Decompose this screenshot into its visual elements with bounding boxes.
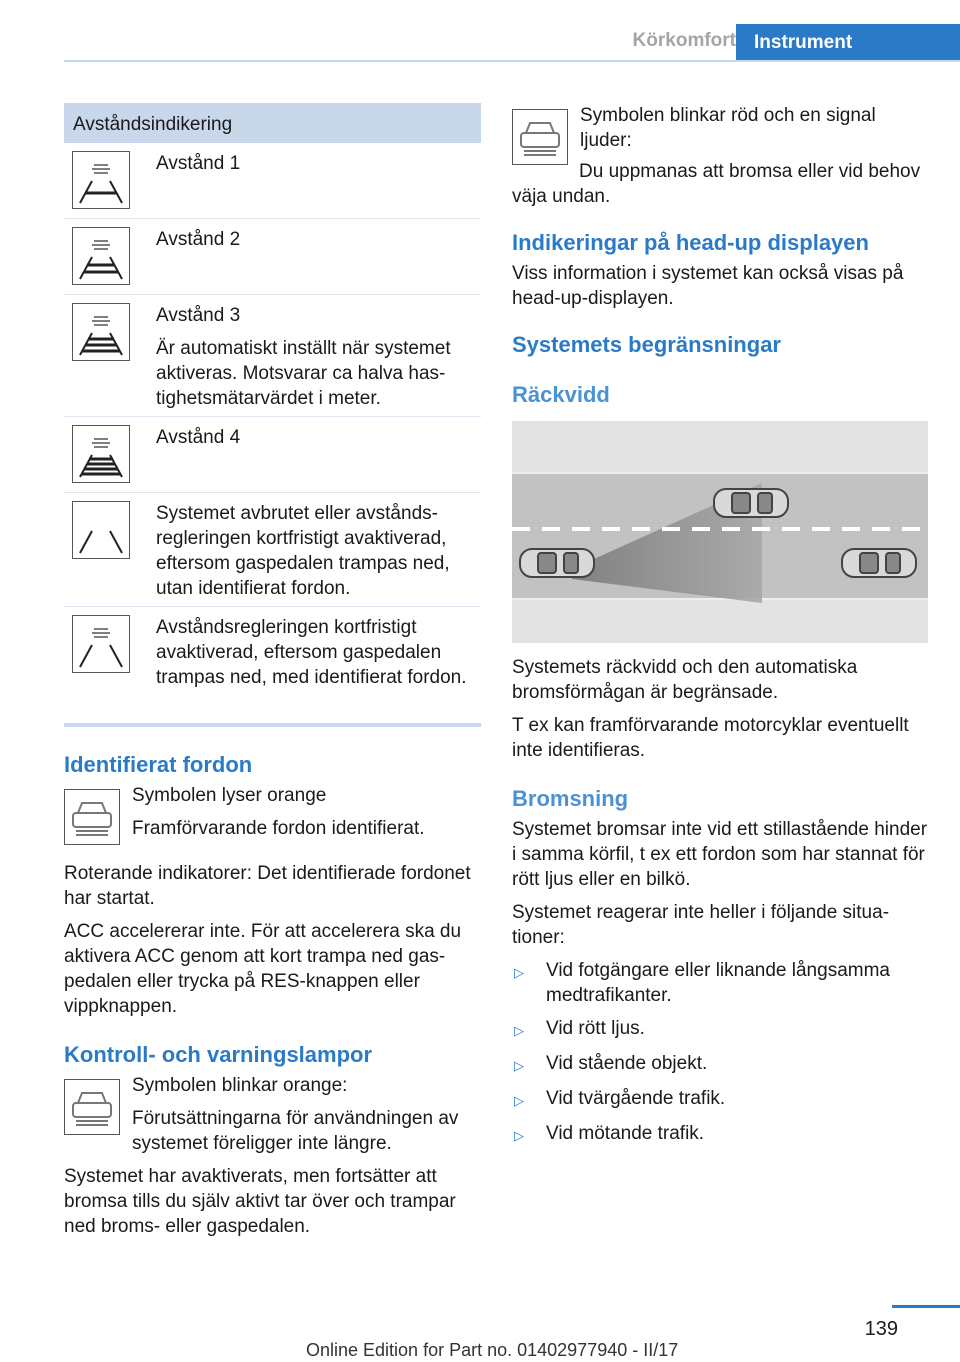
distance-3-icon bbox=[72, 303, 130, 361]
red-symbol-line: Symbolen blinkar röd och en signal ljuder: bbox=[580, 105, 876, 151]
warning-symbol-block bbox=[64, 1073, 481, 1156]
edition-text: Online Edition for Part no. 01402977940 - II/17 bbox=[306, 1340, 679, 1360]
braking-heading: Bromsning bbox=[512, 786, 629, 811]
distance-2-icon bbox=[72, 227, 130, 285]
warning-line: Symbolen blinkar orange: bbox=[132, 1075, 348, 1096]
red-symbol-line: Du uppmanas att bromsa eller vid behov väja undan. bbox=[512, 161, 921, 207]
row-text: Avstånd 4 bbox=[156, 427, 241, 448]
list-item-text: Vid fotgängare eller liknande långsamma medtrafikanter. bbox=[546, 960, 890, 1006]
car-icon bbox=[714, 489, 788, 517]
lane-lines-icon bbox=[72, 501, 130, 559]
header-rule bbox=[64, 60, 960, 62]
warning-line: Förutsättningarna för användningen av systemet föreligger inte längre. bbox=[132, 1108, 459, 1154]
bullet-marker: ▷ bbox=[514, 1058, 524, 1073]
list-item bbox=[512, 1086, 928, 1113]
page-header bbox=[64, 0, 960, 62]
list-item bbox=[512, 958, 928, 1008]
red-symbol-block bbox=[512, 103, 928, 165]
car-symbol-icon bbox=[64, 1079, 120, 1135]
row-text: Avståndsregleringen kortfristigt avaktiverad, eftersom gaspedalen trampas ned, med identifierat fordon. bbox=[156, 617, 467, 688]
list-item-text: Vid mötande trafik. bbox=[546, 1123, 705, 1144]
row-text: Systemet avbrutet eller avståndsregleringen kortfristigt avaktiverad, eftersom gaspedalen trampas ned, utan identifierat fordon. bbox=[156, 503, 450, 599]
bullet-marker: ▷ bbox=[514, 1128, 524, 1143]
list-item bbox=[512, 1051, 928, 1078]
car-icon bbox=[520, 549, 594, 577]
footer-rule bbox=[892, 1305, 960, 1308]
header-section: Körkomfort bbox=[632, 30, 736, 51]
braking-para: Systemet bromsar inte vid ett stillastående hinder i samma körfil, t ex ett fordon som har stannat för rött ljus eller en bilkö. bbox=[512, 819, 928, 890]
row-text: Avstånd 2 bbox=[156, 229, 241, 250]
limits-heading: Systemets begränsningar bbox=[512, 332, 781, 357]
distance-table bbox=[64, 103, 481, 727]
identified-para: Roterande indikatorer: Det identifierade fordonet har startat. bbox=[64, 863, 471, 909]
header-chapter: Instrument bbox=[736, 24, 960, 62]
list-item-text: Vid stående objekt. bbox=[546, 1053, 708, 1074]
range-illustration bbox=[512, 421, 928, 643]
table-row bbox=[64, 143, 481, 219]
bullet-marker: ▷ bbox=[514, 1023, 524, 1038]
right-column bbox=[512, 103, 928, 1148]
distance-4-icon bbox=[72, 425, 130, 483]
list-item-text: Vid rött ljus. bbox=[546, 1018, 645, 1039]
row-text: Är automatiskt inställt när systemet aktiveras. Motsvarar ca halva hastighetsmätarvärdet i meter. bbox=[156, 338, 451, 409]
table-row bbox=[64, 417, 481, 493]
hud-text: Viss information i systemet kan också visas på head-up-displayen. bbox=[512, 263, 904, 309]
braking-para: Systemet reagerar inte heller i följande situationer: bbox=[512, 902, 890, 948]
row-text: Avstånd 3 bbox=[156, 305, 241, 326]
page-number: 139 bbox=[864, 1318, 898, 1340]
list-item-text: Vid tvärgående trafik. bbox=[546, 1088, 726, 1109]
braking-list bbox=[512, 958, 928, 1148]
identified-line: Symbolen lyser orange bbox=[132, 785, 327, 806]
bullet-marker: ▷ bbox=[514, 965, 524, 980]
bullet-marker: ▷ bbox=[514, 1093, 524, 1108]
warning-heading: Kontroll- och varningslampor bbox=[64, 1042, 373, 1067]
car-icon bbox=[842, 549, 916, 577]
vehicle-lane-icon bbox=[72, 615, 130, 673]
table-row bbox=[64, 219, 481, 295]
list-item bbox=[512, 1121, 928, 1148]
car-symbol-icon bbox=[512, 109, 568, 165]
identified-para: ACC accelererar inte. För att accelerera ska du aktivera ACC genom att kort trampa ned gaspedalen eller trycka på RES-knappen eller vippknappen. bbox=[64, 921, 462, 1017]
table-end-rule bbox=[64, 723, 481, 727]
distance-1-icon bbox=[72, 151, 130, 209]
identified-heading: Identifierat fordon bbox=[64, 752, 253, 777]
row-text: Avstånd 1 bbox=[156, 153, 241, 174]
table-row bbox=[64, 295, 481, 417]
hud-heading: Indikeringar på head-up displayen bbox=[512, 230, 869, 255]
car-symbol-icon bbox=[64, 789, 120, 845]
identified-line: Framförvarande fordon identifierat. bbox=[132, 818, 425, 839]
warning-para: Systemet har avaktiverats, men fortsätter att bromsa tills du själv aktivt tar över och trampar ned broms- eller gaspedalen. bbox=[64, 1166, 456, 1237]
range-para: T ex kan framförvarande motorcyklar eventuellt inte identifieras. bbox=[512, 715, 909, 761]
identified-symbol-block bbox=[64, 783, 481, 845]
range-heading: Räckvidd bbox=[512, 382, 610, 407]
range-para: Systemets räckvidd och den automatiska bromsförmågan är begränsade. bbox=[512, 657, 858, 703]
table-heading: Avståndsindikering bbox=[64, 103, 481, 143]
list-item bbox=[512, 1016, 928, 1043]
table-row bbox=[64, 607, 481, 721]
left-column bbox=[64, 103, 481, 1239]
table-row bbox=[64, 493, 481, 607]
